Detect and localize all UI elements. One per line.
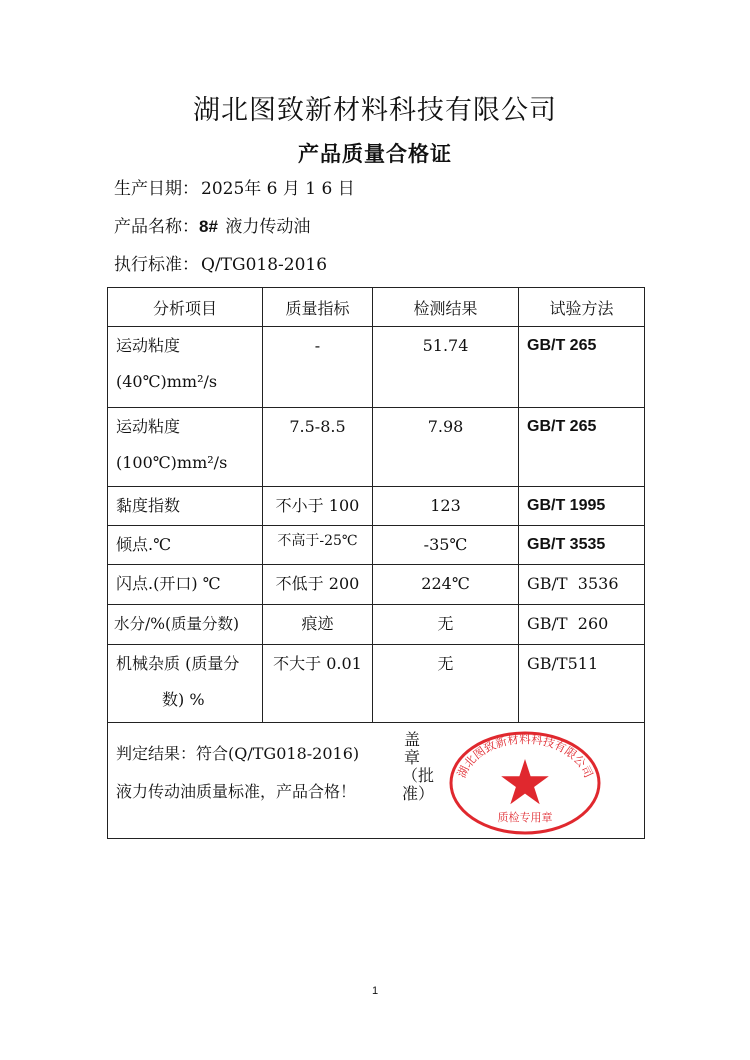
item-cell: 水分/%(质量分数) xyxy=(108,605,263,645)
seal-arc-text: 湖北图致新材料科技有限公司 xyxy=(454,732,596,780)
result-cell: 7.98 xyxy=(373,408,519,487)
standard-value: Q/TG018-2016 xyxy=(201,255,328,275)
result-cell: -35℃ xyxy=(373,526,519,565)
standard-line xyxy=(114,250,327,275)
spec-cell: 不小于 100 xyxy=(263,487,373,526)
standard-label: 执行标准： xyxy=(114,255,199,275)
conclusion-line-1: 判定结果：符合(Q/TG018-2016) xyxy=(116,744,360,763)
item-cell xyxy=(108,408,263,487)
production-date-value: 2025年 6 月 1 6 日 xyxy=(201,179,355,199)
method-cell: GB/T 3536 xyxy=(519,565,645,605)
item-cell xyxy=(108,327,263,408)
method-cell: GB/T 260 xyxy=(519,605,645,645)
conclusion-line-2: 液力传动油质量标准，产品合格！ xyxy=(116,782,357,801)
item-cell: 黏度指数 xyxy=(108,487,263,526)
table-row xyxy=(108,327,645,408)
product-name-value: 液力传动油 xyxy=(225,217,311,237)
spec-cell: 7.5-8.5 xyxy=(263,408,373,487)
header-test-method: 试验方法 xyxy=(519,288,645,327)
table-row xyxy=(108,487,645,526)
company-seal xyxy=(447,727,603,835)
item-unit: (100℃)mm²/s xyxy=(116,453,228,472)
method-cell: GB/T511 xyxy=(519,645,645,723)
product-name-label: 产品名称： xyxy=(114,217,199,237)
header-analysis-item: 分析项目 xyxy=(108,288,263,327)
product-name-line xyxy=(114,212,310,237)
table-row xyxy=(108,565,645,605)
method-cell: GB/T 3535 xyxy=(519,526,645,565)
stamp-label: 盖章（批准） xyxy=(402,730,435,803)
page-number: 1 xyxy=(371,985,379,997)
method-cell: GB/T 1995 xyxy=(519,487,645,526)
certificate-title: 产品质量合格证 xyxy=(298,142,452,166)
header-test-result: 检测结果 xyxy=(373,288,519,327)
seal-star-icon xyxy=(501,759,549,804)
spec-cell: 不大于 0.01 xyxy=(263,645,373,723)
header-quality-spec: 质量指标 xyxy=(263,288,373,327)
spec-cell: 不低于 200 xyxy=(263,565,373,605)
spec-cell: 痕迹 xyxy=(263,605,373,645)
conclusion-text xyxy=(116,735,359,811)
method-cell: GB/T 265 xyxy=(519,408,645,487)
table-row xyxy=(108,526,645,565)
production-date-line xyxy=(114,174,355,199)
item-unit: (40℃)mm²/s xyxy=(116,372,218,391)
table-row xyxy=(108,645,645,723)
quality-table xyxy=(107,287,645,839)
spec-cell: - xyxy=(263,327,373,408)
production-date-label: 生产日期： xyxy=(114,179,199,199)
item-cell: 闪点.(开口) ℃ xyxy=(108,565,263,605)
item-cell xyxy=(108,645,263,723)
result-cell: 51.74 xyxy=(373,327,519,408)
table-header-row xyxy=(108,288,645,327)
company-name: 湖北图致新材料科技有限公司 xyxy=(193,95,557,126)
item-label: 机械杂质 (质量分 xyxy=(116,654,240,673)
table-row xyxy=(108,605,645,645)
conclusion-row xyxy=(108,723,645,839)
spec-cell: 不高于-25℃ xyxy=(263,526,373,565)
item-label: 运动粘度 xyxy=(116,417,181,436)
result-cell: 无 xyxy=(373,605,519,645)
method-cell: GB/T 265 xyxy=(519,327,645,408)
item-cell: 倾点.℃ xyxy=(108,526,263,565)
table-row xyxy=(108,408,645,487)
item-unit: 数) % xyxy=(162,690,205,709)
result-cell: 123 xyxy=(373,487,519,526)
seal-bottom-text: 质检专用章 xyxy=(497,811,553,824)
conclusion-cell xyxy=(108,723,645,839)
product-code: 8# xyxy=(199,217,218,236)
result-cell: 224℃ xyxy=(373,565,519,605)
result-cell: 无 xyxy=(373,645,519,723)
item-label: 运动粘度 xyxy=(116,336,181,355)
